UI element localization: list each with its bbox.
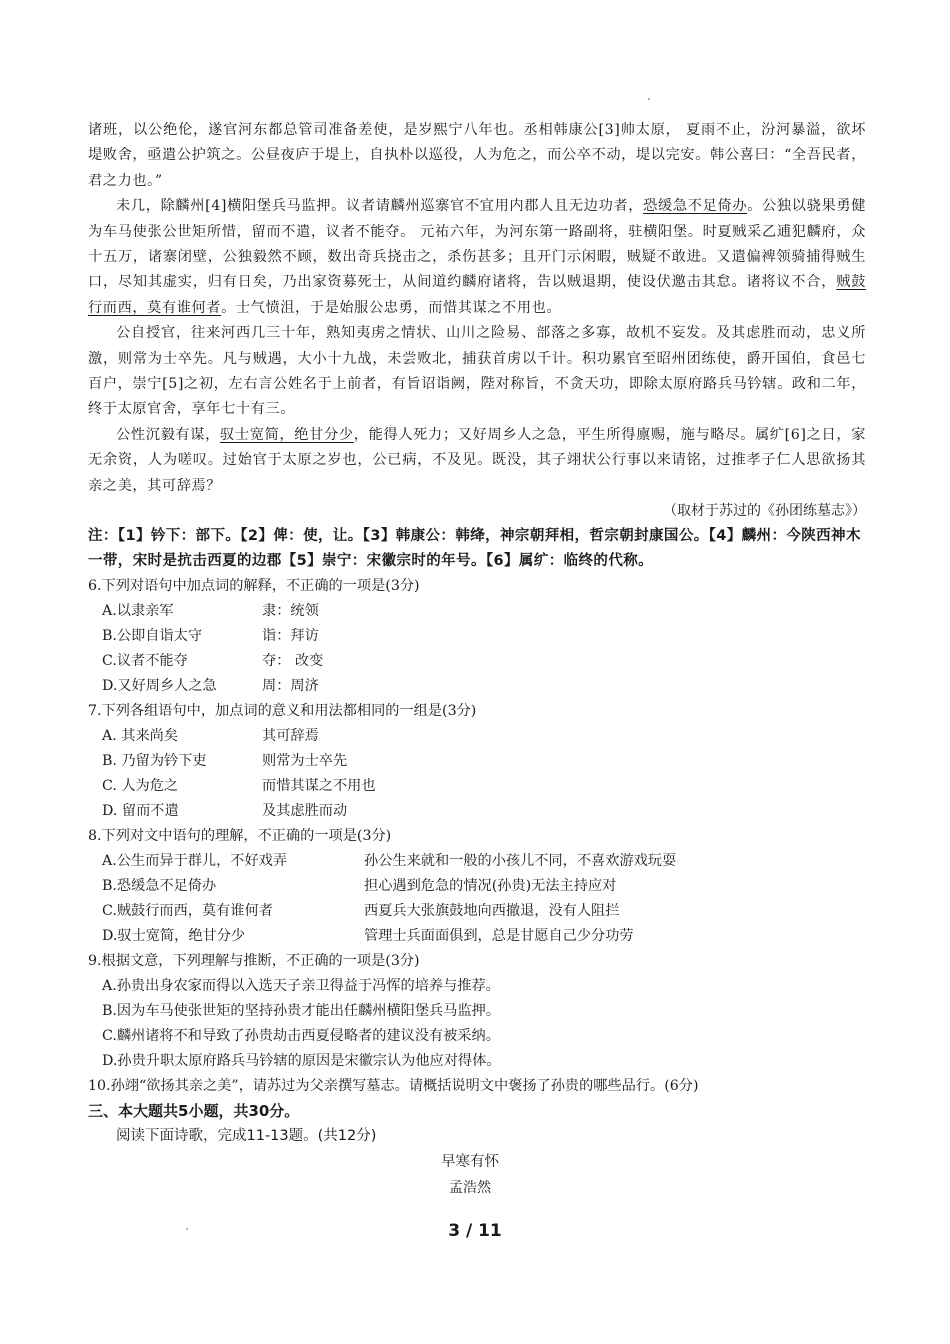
poem-author: 孟浩然 (449, 1180, 491, 1197)
option-row (88, 674, 866, 699)
option-explanation: 隶：统领 (262, 603, 319, 620)
option-row (88, 599, 866, 624)
option-row (88, 799, 866, 824)
question-9-options (88, 974, 866, 1074)
underlined-sentence-3: 驭士宽简，绝甘分少 (220, 426, 354, 443)
option-row (88, 899, 866, 924)
option-sentence: D. 留而不遣 (102, 803, 179, 820)
option-understanding: 管理士兵面面俱到，总是甘愿自己少分功劳 (364, 928, 634, 945)
option-row: C.麟州诸将不和导致了孙贵劫击西夏侵略者的建议没有被采纳。 (102, 1028, 500, 1045)
underlined-sentence-1: 恐缓急不足倚办 (643, 198, 748, 215)
poem-title: 早寒有怀 (441, 1154, 499, 1171)
option-sentence-pair: 及其虑胜而动 (262, 803, 348, 820)
option-sentence: B. 乃留为钤下吏 (102, 753, 207, 770)
option-understanding: 孙公生来就和一般的小孩儿不同，不喜欢游戏玩耍 (364, 853, 677, 870)
option-explanation: 夺： 改变 (262, 653, 324, 670)
option-explanation: 诣：拜访 (262, 628, 319, 645)
passage-paragraph-2 (88, 194, 866, 321)
option-sentence-pair: 而惜其谋之不用也 (262, 778, 376, 795)
question-10: 10.孙翊“欲扬其亲之美”，请苏过为父亲撰写墓志。请概括说明文中褒扬了孙贵的哪些品行。(6分) (88, 1078, 699, 1095)
passage-paragraph-1: 诸班，以公绝伦，遂官河东都总管司准备差使，是岁熙宁八年也。丞相韩康公[3]帅太原， 夏雨不止，汾河暴溢，欲坏堤败舍，亟遣公护筑之。公昼夜庐于堤上，自执朴以巡役，人为危之，而公卒不动，堤以完安。韩公喜曰：“全吾民者，君之力也。” (88, 122, 866, 189)
passage-paragraph-3: 公自授官，往来河西几三十年，熟知夷虏之情状、山川之险易、部落之多寡，故机不妄发。及其虑胜而动，忠义所激，则常为士卒先。凡与贼遇，大小十九战，未尝败北，捕获首虏以千计。积功累官至昭州团练使，爵开国伯，食邑七百户，崇宁[5]之初，左右言公姓名于上前者，有旨诏诣阙，陛对称旨，不贪天功，即除太原府路兵马钤辖。政和二年，终于太原官舍，享年七十有三。 (88, 325, 866, 418)
question-7-options (88, 724, 866, 824)
option-row (88, 924, 866, 949)
section-3-heading: 三、本大题共5小题，共30分。 (88, 1102, 300, 1121)
option-sentence: A. 其来尚矣 (102, 728, 179, 745)
scan-speck (648, 98, 650, 100)
option-row (88, 874, 866, 899)
question-6-options (88, 599, 866, 699)
option-row (88, 774, 866, 799)
passage-text: 。公独以骁果勇健为车马使张公世矩所惜，留而不遣，议者不能夺。 元祐六年，为河东第一路副将，驻横阳堡。时夏贼采乙逋犯麟府，众十五万，诸寨闭壁，公独毅然不顾，数出奇兵挠击之，杀伤甚多；且开门示闲暇，贼疑不敢进。又遣偏裨领骑捕得贼生口，尽知其虚实，归有日矣，乃出家资募死士，从间道约麟府诸将，告以贼退期，使设伏邀击其怠。诸将议不合， (88, 198, 866, 291)
option-row (88, 849, 866, 874)
option-sentence-pair: 则常为士卒先 (262, 753, 348, 770)
passage-text: 。士气愤沮，于是始服公忠勇，而惜其谋之不用也。 (221, 299, 562, 316)
option-sentence: C. 人为危之 (102, 778, 179, 795)
passage-text: 未几，除麟州[4]横阳堡兵马监押。议者请麟州巡寨官不宜用内郡人且无边功者， (116, 198, 644, 215)
option-sentence: D.驭士宽简，绝甘分少 (102, 928, 246, 945)
question-9-stem: 9.根据文意，下列理解与推断，不正确的一项是(3分) (88, 953, 420, 970)
page-number: 3 / 11 (448, 1221, 502, 1241)
option-row: A.孙贵出身农家而得以入选天子亲卫得益于冯恽的培养与推荐。 (102, 978, 500, 995)
option-row: D.孙贵升职太原府路兵马钤辖的原因是宋徽宗认为他应对得体。 (102, 1053, 501, 1070)
reading-instruction: 阅读下面诗歌，完成11-13题。(共12分) (116, 1128, 377, 1145)
question-7-stem: 7.下列各组语句中，加点词的意义和用法都相同的一组是(3分) (88, 703, 477, 720)
option-row (88, 649, 866, 674)
option-sentence: B.公即自诣太守 (102, 628, 203, 645)
exam-page (88, 118, 866, 1201)
question-8-options (88, 849, 866, 949)
option-explanation: 周：周济 (262, 678, 319, 695)
underlined-sentence-2: 贼鼓行而西，莫有谁何者 (88, 274, 866, 316)
option-row (88, 749, 866, 774)
option-understanding: 担心遇到危急的情况(孙贵)无法主持应对 (364, 878, 617, 895)
passage-paragraph-4 (88, 423, 866, 499)
option-sentence: B.恐缓急不足倚办 (102, 878, 217, 895)
question-6-stem: 6.下列对语句中加点词的解释，不正确的一项是(3分) (88, 578, 420, 595)
annotations: 注：【1】钤下：部下。【2】俾：使，让。【3】韩康公：韩绛，神宗朝拜相，哲宗朝封康国公。【4】麟州：今陕西神木一带，宋时是抗击西夏的边郡【5】崇宁：宋徽宗时的年号。【6】属纩：临终的代称。 (88, 528, 861, 570)
passage-text: 公性沉毅有谋， (116, 426, 221, 443)
option-sentence: C.贼鼓行而西，莫有谁何者 (102, 903, 273, 920)
option-sentence: A.公生而异于群儿，不好戏弄 (102, 853, 288, 870)
scan-speck (186, 1228, 188, 1230)
option-sentence: D.又好周乡人之急 (102, 678, 217, 695)
option-sentence-pair: 其可辞焉 (262, 728, 319, 745)
option-row (88, 624, 866, 649)
question-8-stem: 8.下列对文中语句的理解，不正确的一项是(3分) (88, 828, 392, 845)
passage-text: ，能得人死力；又好周乡人之急，平生所得廪赐，施与略尽。属纩[6]之日，家无余资，人为嗟叹。过始官于太原之岁也，公已病，不及见。既没，其子翊状公行事以来请铭，过推孝子仁人思欲扬其亲之美，其可辞焉？ (88, 426, 866, 494)
option-understanding: 西夏兵大张旗鼓地向西撤退，没有人阻拦 (364, 903, 620, 920)
option-row (88, 724, 866, 749)
option-sentence: C.议者不能夺 (102, 653, 188, 670)
option-row: B.因为车马使张世矩的坚持孙贵才能出任麟州横阳堡兵马监押。 (102, 1003, 501, 1020)
option-sentence: A.以隶亲军 (102, 603, 174, 620)
passage-source: （取材于苏过的《孙团练墓志》） (663, 503, 866, 520)
